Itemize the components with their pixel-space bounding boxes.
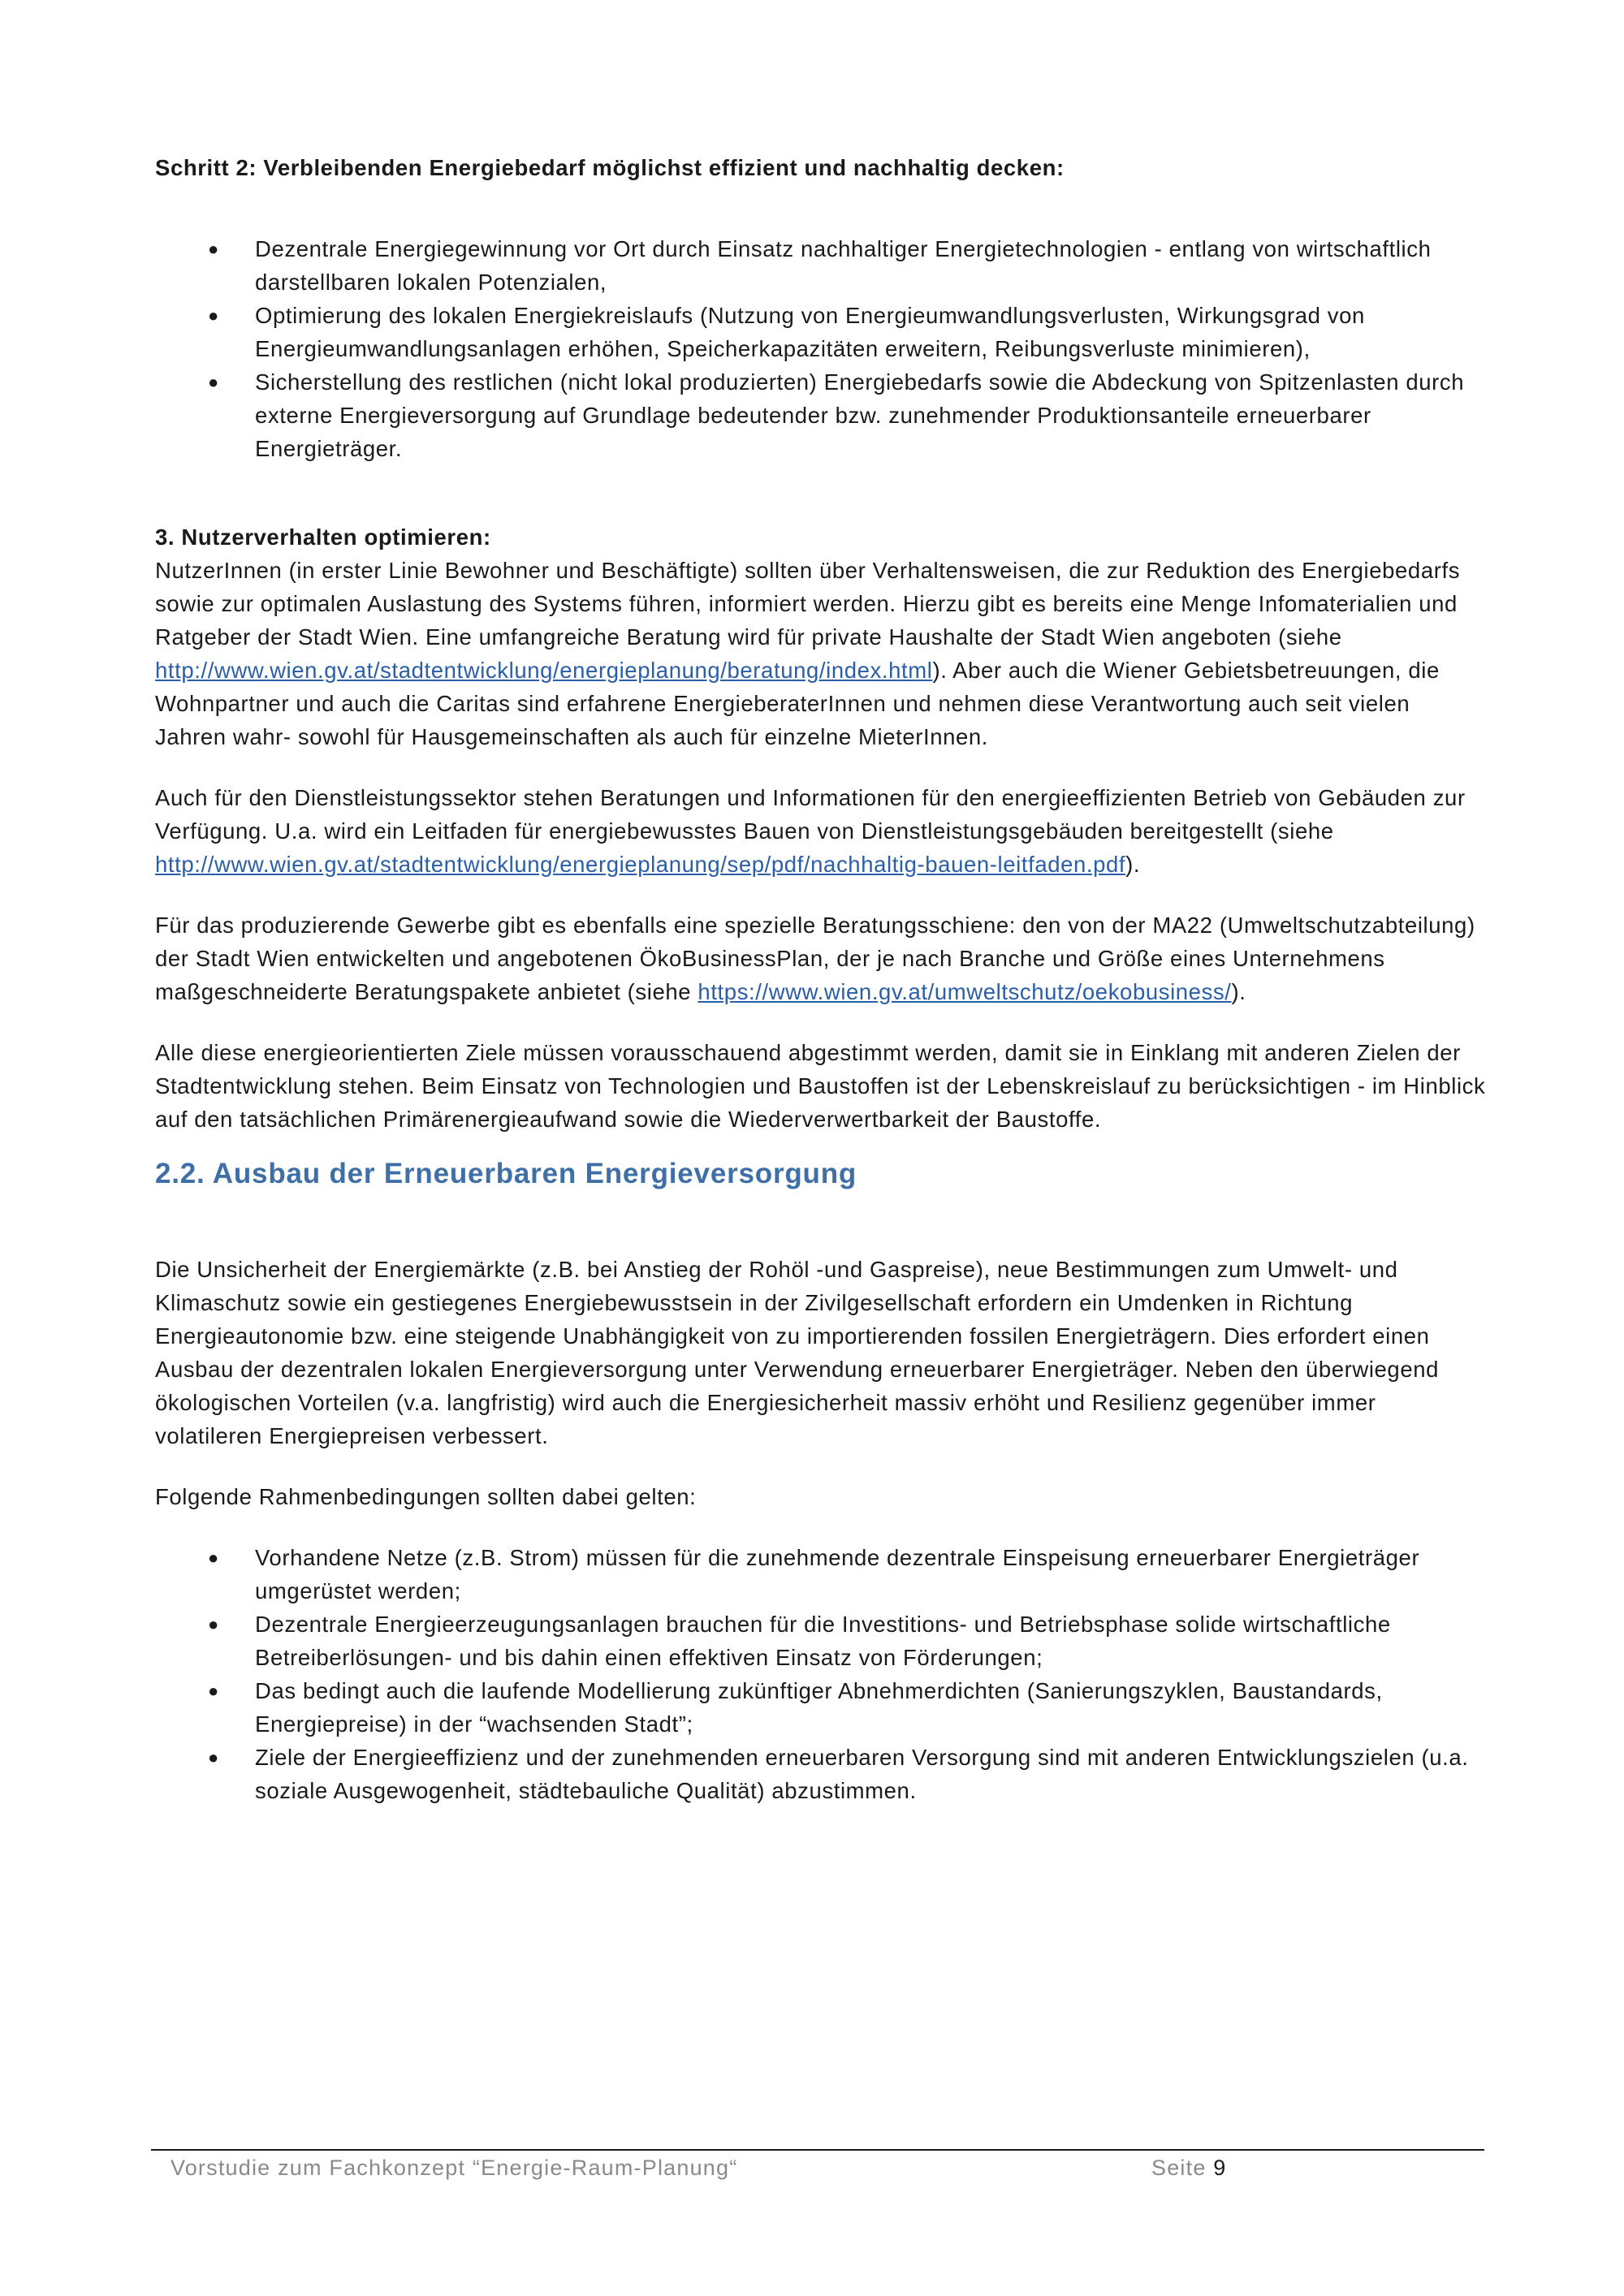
page-number-value: 9 xyxy=(1213,2156,1227,2180)
leitfaden-link[interactable]: http://www.wien.gv.at/stadtentwicklung/energieplanung/sep/pdf/nachhaltig-bauen-leitfaden.pdf xyxy=(155,852,1126,877)
footer-divider xyxy=(151,2149,1484,2151)
list-item: ● Optimierung des lokalen Energiekreislaufs (Nutzung von Energieumwandlungsverlusten, Wirkungsgrad von Energieumwandlungsanlagen erhöhen, Speicherkapazitäten erweitern, Reibungsverluste minimieren), xyxy=(155,299,1487,365)
oekobusiness-link[interactable]: https://www.wien.gv.at/umweltschutz/oekobusiness/ xyxy=(698,979,1232,1004)
section22-bullet-list xyxy=(155,1541,1487,1807)
beratung-link[interactable]: http://www.wien.gv.at/stadtentwicklung/energieplanung/beratung/index.html xyxy=(155,658,933,683)
bullet-icon: ● xyxy=(208,239,219,259)
list-item: ● Ziele der Energieeffizienz und der zunehmenden erneuerbaren Versorgung sind mit anderen Entwicklungszielen (u.a. soziale Ausgewogenheit, städtebauliche Qualität) abzustimmen. xyxy=(155,1741,1487,1807)
nutzer-heading: 3. Nutzerverhalten optimieren: xyxy=(155,524,491,550)
bullet-icon: ● xyxy=(208,1747,219,1767)
list-item: ● Dezentrale Energieerzeugungsanlagen brauchen für die Investitions- und Betriebsphase solide wirtschaftliche Betreiberlösungen- und bis dahin einen effektiven Einsatz von Förderungen; xyxy=(155,1608,1487,1674)
footer-title: Vorstudie zum Fachkonzept “Energie-Raum-Planung“ xyxy=(171,2156,738,2180)
nutzer-paragraph-2: Auch für den Dienstleistungssektor stehen Beratungen und Informationen für den energieeffizienten Betrieb von Gebäuden zur Verfügung. U.a. wird ein Leitfaden für energiebewusstes Bauen von Dienstleistungsgebäuden bereitgestellt (siehe http://www.wien.gv.at/stadtentwicklung/energieplanung/sep/pdf/nachhaltig-bauen-leitfaden.pdf). xyxy=(155,785,1466,877)
list-item: ● Sicherstellung des restlichen (nicht lokal produzierten) Energiebedarfs sowie die Abdeckung von Spitzenlasten durch externe Energieversorgung auf Grundlage bedeutender bzw. zunehmender Produktionsanteile erneuerbarer Energieträger. xyxy=(155,365,1487,465)
section22-paragraph-1: Die Unsicherheit der Energiemärkte (z.B. bei Anstieg der Rohöl -und Gaspreise), neue Bestimmungen zum Umwelt- und Klimaschutz sowie ein gestiegenes Energiebewusstsein in der Zivilgesellschaft erfordern ein Umdenken in Richtung Energieautonomie bzw. eine steigende Unabhängigkeit von zu importierenden fossilen Energieträgern. Dies erfordert einen Ausbau der dezentralen lokalen Energieversorgung unter Verwendung erneuerbarer Energieträger. Neben den überwiegend ökologischen Vorteilen (v.a. langfristig) wird auch die Energiesicherheit massiv erhöht und Resilienz gegenüber immer volatileren Energiepreisen verbessert. xyxy=(155,1257,1440,1448)
nutzer-paragraph-3: Für das produzierende Gewerbe gibt es ebenfalls eine spezielle Beratungsschiene: den von der MA22 (Umweltschutzabteilung) der Stadt Wien entwickelten und angebotenen ÖkoBusinessPlan, der je nach Branche und Größe eines Unternehmens maßgeschneiderte Beratungspakete anbietet (siehe https://www.wien.gv.at/umweltschutz/oekobusiness/). xyxy=(155,913,1475,1004)
list-item: ● Vorhandene Netze (z.B. Strom) müssen für die zunehmende dezentrale Einspeisung erneuerbarer Energieträger umgerüstet werden; xyxy=(155,1541,1487,1608)
page-label: Seite xyxy=(1151,2156,1207,2180)
nutzer-paragraph-1: NutzerInnen (in erster Linie Bewohner und Beschäftigte) sollten über Verhaltensweisen, die zur Reduktion des Energiebedarfs sowie zur optimalen Auslastung des Systems führen, informiert werden. Hierzu gibt es bereits eine Menge Infomaterialien und Ratgeber der Stadt Wien. Eine umfangreiche Beratung wird für private Haushalte der Stadt Wien angeboten (siehe http://www.wien.gv.at/stadtentwicklung/energieplanung/beratung/index.html). Aber auch die Wiener Gebietsbetreuungen, die Wohnpartner und auch die Caritas sind erfahrene EnergieberaterInnen und nehmen diese Verantwortung auch seit vielen Jahren wahr- sowohl für Hausgemeinschaften als auch für einzelne MieterInnen. xyxy=(155,558,1461,749)
bullet-icon: ● xyxy=(208,305,219,326)
list-item: ● Das bedingt auch die laufende Modellierung zukünftiger Abnehmerdichten (Sanierungszyklen, Baustandards, Energiepreise) in der “wachsenden Stadt”; xyxy=(155,1674,1487,1741)
bullet-icon: ● xyxy=(208,1614,219,1634)
page-content xyxy=(155,151,1487,1807)
section22-paragraph-2: Folgende Rahmenbedingungen sollten dabei gelten: xyxy=(155,1484,697,1509)
section-heading-2-2: 2.2. Ausbau der Erneuerbaren Energieversorgung xyxy=(155,1158,857,1189)
bullet-icon: ● xyxy=(208,1681,219,1701)
bullet-icon: ● xyxy=(208,1547,219,1568)
schritt2-bullet-list xyxy=(155,232,1487,465)
page-number xyxy=(1151,2151,1226,2184)
nutzer-paragraph-4: Alle diese energieorientierten Ziele müssen vorausschauend abgestimmt werden, damit sie in Einklang mit anderen Zielen der Stadtentwicklung stehen. Beim Einsatz von Technologien und Baustoffen ist der Lebenskreislauf zu berücksichtigen - im Hinblick auf den tatsächlichen Primärenergieaufwand sowie die Wiederverwertbarkeit der Baustoffe. xyxy=(155,1040,1486,1132)
list-item: ● Dezentrale Energiegewinnung vor Ort durch Einsatz nachhaltiger Energietechnologien - entlang von wirtschaftlich darstellbaren lokalen Potenzialen, xyxy=(155,232,1487,299)
schritt2-heading: Schritt 2: Verbleibenden Energiebedarf möglichst effizient und nachhaltig decken: xyxy=(155,155,1065,180)
bullet-icon: ● xyxy=(208,372,219,392)
